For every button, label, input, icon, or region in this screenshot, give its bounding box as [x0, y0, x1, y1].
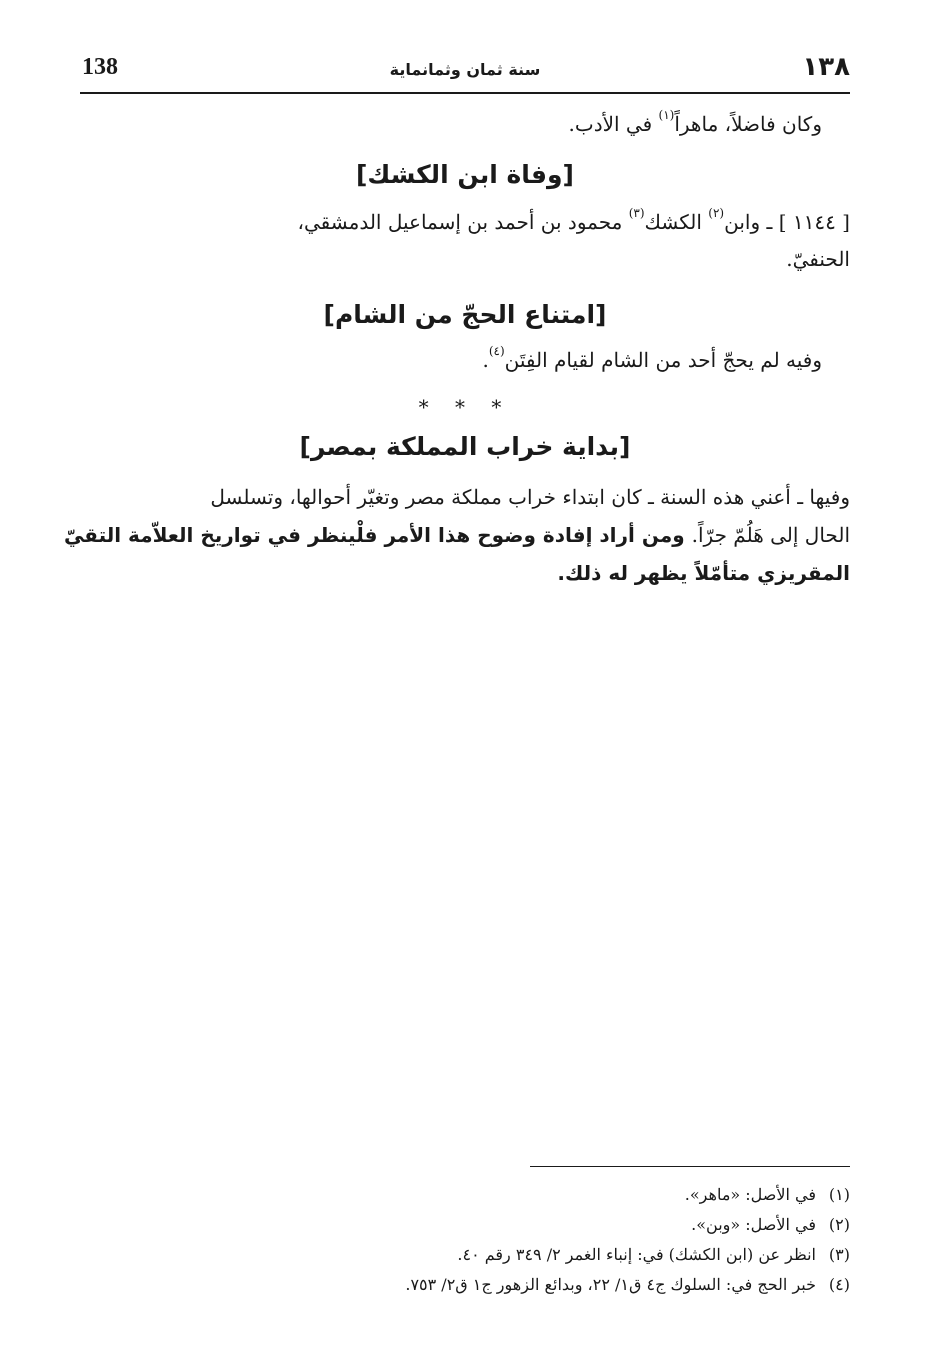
footnote-3: (٣)انظر عن (ابن الكشك) في: إنباء الغمر ٢/ ٣٤٩ رقم ٤٠.: [457, 1245, 850, 1264]
paragraph-line-2: الحال إلى هَلُمّ جرّاً. ومن أراد إفادة وضوح هذا الأمر فلْينظر في تواريخ العلاّمة التقيّ: [63, 523, 850, 547]
page-number-latin: 138: [82, 54, 118, 80]
page-header: [80, 50, 850, 90]
running-title: سنة ثمان وثمانماية: [389, 60, 541, 79]
footnote-ref-1: (١): [658, 108, 675, 122]
paragraph-line-3: المقريزي متأمّلاً يظهر له ذلك.: [557, 561, 850, 585]
page-number-arabic: ١٣٨: [802, 52, 850, 82]
heading-death-ibn-al-kishk: [وفاة ابن الكشك]: [356, 160, 574, 189]
footnote-rule: [530, 1166, 850, 1167]
footnote-2: (٢)في الأصل: «وبن».: [691, 1215, 850, 1234]
entry-hajj-line: وفيه لم يحجّ أحد من الشام لقيام الفِتَن$^{(٤)}$.: [482, 344, 822, 372]
heading-hajj-suspension: [امتناع الحجّ من الشام]: [323, 300, 607, 329]
entry-1144-line-2: الحنفيّ.: [786, 247, 850, 271]
heading-egypt-decline: [بداية خراب المملكة بمصر]: [299, 432, 631, 461]
header-rule: [80, 92, 850, 94]
footnote-4: (٤)خبر الحج في: السلوك ج٤ ق١/ ٢٢، وبدائع الزهور ج١ ق٢/ ٧٥٣.: [405, 1275, 850, 1294]
entry-1144-line-1: [ ١١٤٤ ] ـ وابن$^{(٢)}$ الكشك$^{(٣)}$ محمود بن أحمد بن إسماعيل الدمشقي،: [297, 206, 850, 234]
footnote-ref-3: (٣): [628, 206, 645, 220]
footnote-1: (١)في الأصل: «ماهر».: [684, 1185, 850, 1204]
footnote-ref-4: (٤): [488, 344, 505, 358]
footnote-ref-2: (٢): [708, 206, 725, 220]
section-separator: * * *: [418, 395, 512, 419]
text-line-1: وكان فاضلاً، ماهراً$^{(١)}$ في الأدب.: [568, 108, 822, 136]
paragraph-line-1: وفيها ـ أعني هذه السنة ـ كان ابتداء خراب مملكة مصر وتغيّر أحوالها، وتسلسل: [210, 485, 850, 509]
